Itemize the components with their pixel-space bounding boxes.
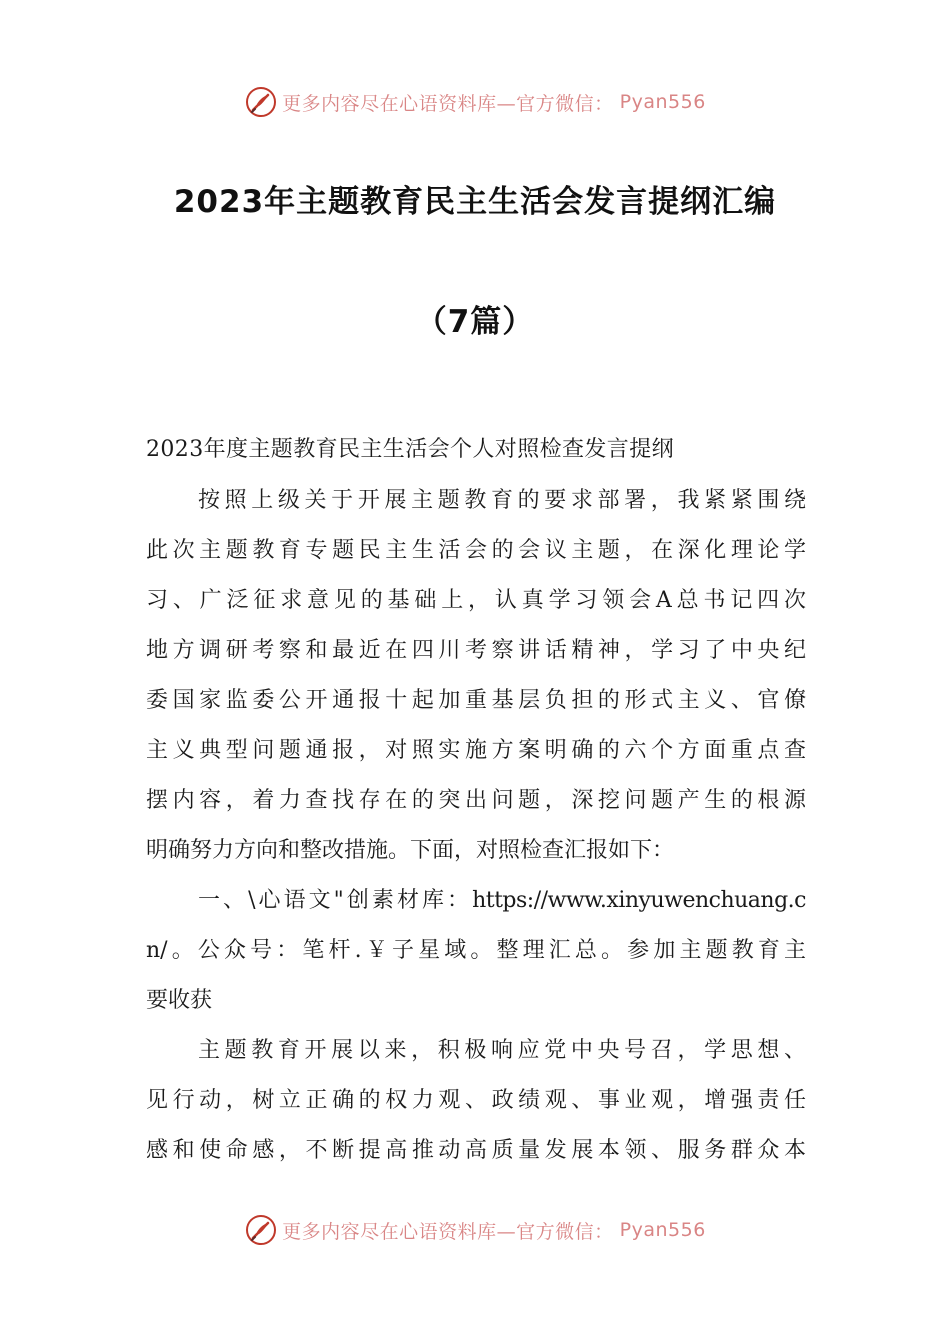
document-subtitle: （7篇）	[415, 304, 535, 340]
paragraph-line: 主义典型问题通报，对照实施方案明确的六个方面重点查	[146, 738, 806, 763]
paragraph-line: 感和使命感，不断提高推动高质量发展本领、服务群众本	[146, 1138, 806, 1163]
paragraph-line: 明确努力方向和整改措施。下面，对照检查汇报如下：	[146, 838, 675, 863]
paragraph-line: 按照上级关于开展主题教育的要求部署，我紧紧围绕	[198, 488, 806, 513]
watermark-text: 更多内容尽在心语资料库—官方微信：	[282, 1220, 614, 1243]
watermark-header	[0, 82, 950, 122]
feather-pen-logo-icon	[244, 85, 278, 119]
paragraph-line: 习、广泛征求意见的基础上，认真学习领会A总书记四次	[146, 588, 806, 613]
watermark-text: 更多内容尽在心语资料库—官方微信：	[282, 92, 614, 115]
section-heading: 2023年度主题教育民主生活会个人对照检查发言提纲	[146, 437, 674, 462]
paragraph-line: 一、\心语文"创素材库：https://www.xinyuwenchuang.c	[198, 888, 806, 913]
watermark-wechat-id: Pyan556	[619, 91, 706, 113]
paragraph-line: 要收获	[146, 988, 213, 1013]
document-title: 2023年主题教育民主生活会发言提纲汇编	[173, 184, 777, 220]
paragraph-line: 委国家监委公开通报十起加重基层负担的形式主义、官僚	[146, 688, 806, 713]
watermark-wechat-id: Pyan556	[619, 1219, 706, 1241]
watermark-footer	[0, 1210, 950, 1250]
paragraph-line: 此次主题教育专题民主生活会的会议主题，在深化理论学	[146, 538, 806, 563]
paragraph-line: n/。公众号：笔杆.￥子星域。整理汇总。参加主题教育主	[146, 938, 806, 963]
paragraph-line: 摆内容，着力查找存在的突出问题，深挖问题产生的根源	[146, 788, 806, 813]
paragraph-line: 主题教育开展以来，积极响应党中央号召，学思想、	[198, 1038, 806, 1063]
feather-pen-logo-icon	[244, 1213, 278, 1247]
paragraph-line: 地方调研考察和最近在四川考察讲话精神，学习了中央纪	[146, 638, 806, 663]
paragraph-line: 见行动，树立正确的权力观、政绩观、事业观，增强责任	[146, 1088, 806, 1113]
